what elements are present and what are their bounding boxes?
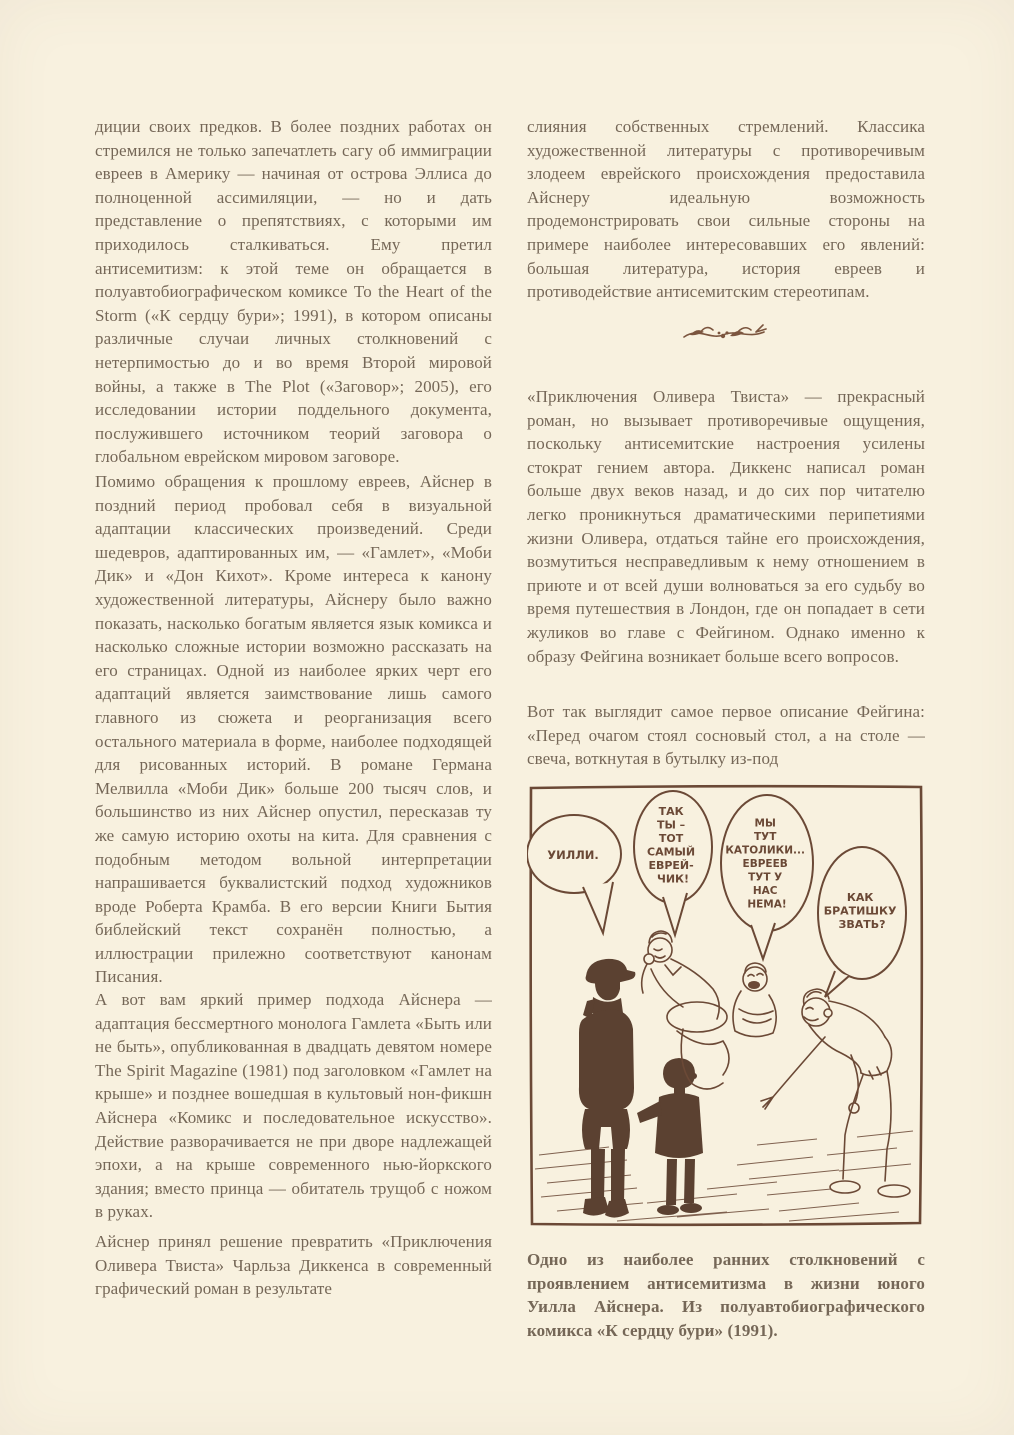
bubble-line: ЕВРЕЙ- xyxy=(648,859,694,872)
body-paragraph: Помимо обращения к прошлому евреев, Айснер в поздний период пробовал себя в визуальной адаптации классических произведений. Среди шедевров, адаптированных им, — «Гамлет», «Моби Дик» и «Дон Кихот». Кроме интереса к канону художественной литературы, Айснеру было важно показать, насколько богатым является язык комикса и насколько сложные истории возможно рассказать на его страницах. Одной из наиболее ярких черт его адаптаций является заимствование лишь самого главного из сюжета и реорганизация всего остального материала в форме, наиболее подходящей для рисованных историй. В романе Германа Мелвилла «Моби Дик» больше 200 тысяч слов, и большинство из них Айснер опустил, пересказав ту же самую историю охоты на кита. Для сравнения с подобным методом вольной интерпретации напрашивается буквалистский подход художников вроде Роберта Крамба. В его версии Книги Бытия библейский текст сохранён полностью, а иллюстрации прилежно соответствуют канонам Писания. xyxy=(95,472,492,987)
bubble-line: ТАК xyxy=(658,805,684,818)
bubble-line: КАК xyxy=(846,891,874,904)
speech-bubble-brother-name xyxy=(818,847,906,997)
bubble-line: ТУТ У xyxy=(748,871,783,884)
bubble-line: ЗВАТЬ? xyxy=(838,918,886,931)
body-paragraph: А вот вам яркий пример подхода Айснера — адаптация бессмертного монолога Гамлета «Быть или не быть», опубликованная в двадцать девятом номере The Spirit Magazine (1981) под заголовком «Гамлет на крыше» и позднее вошедшая в культовый нон-фикшн Айснера «Комикс и последовательное искусство». Действие разворачивается не при дворе надлежащей эпохи, а на крыше современного нью-йоркского здания; вместо принца — обитатель трущоб с ножом в руках. xyxy=(95,990,492,1222)
body-paragraph: диции своих предков. В более поздних работах он стремился не только запечатлеть сагу об иммиграции евреев в Америку — начиная от острова Эллиса до полноценной ассимиляции, — но и дать представление о препятствиях, с которыми им приходилось сталкиваться. Ему претил антисемитизм: к этой теме он обращается в полуавтобиографическом комиксе To the Heart of the Storm («К сердцу бури»; 1991), в котором описаны различные случаи личных столкновений с нетерпимостью до и во время Второй мировой войны, а также в The Plot («Заговор»; 2005), его исследовании истории поддельного документа, послужившего источником теорий заговора о глобальном еврейском мировом заговоре. xyxy=(95,117,492,467)
speech-bubble-willie xyxy=(527,815,621,933)
bubble-line: НАС xyxy=(752,885,778,897)
bubble-line: БРАТИШКУ xyxy=(823,904,897,918)
bubble-line: САМЫЙ xyxy=(647,845,696,859)
bubble-line: МЫ xyxy=(754,817,776,830)
comic-caption: Одно из наиболее ранних столкновений с проявлением антисемитизма в жизни юного Уилла Айснера. Из полуавтобиографического комикса «К сердцу бури» (1991). xyxy=(527,1250,925,1340)
flourish-icon xyxy=(678,320,774,350)
floral-divider-ornament xyxy=(527,320,925,350)
bubble-line: КАТОЛИКИ... xyxy=(725,844,805,857)
comic-panel xyxy=(527,783,925,1228)
body-paragraph: «Приключения Оливера Твиста» — прекрасный роман, но вызывает противоречивые ощущения, поскольку антисемитские настроения усилены стократ гением автора. Диккенс написал роман больше двух веков назад, и до сих пор читателю легко проникнуться драматическими перипетиями жизни Оливера, отдаться тайне его происхождения, возмутиться несправедливым к нему отношением в приюте и от всей души волноваться за его судьбу во время путешествия в Лондон, где он попадает в сети жуликов во главе с Фейгином. Однако именно к образу Фейгина возникает больше всего вопросов. xyxy=(527,387,925,666)
silhouette-small-kid xyxy=(637,1058,703,1215)
body-paragraph: слияния собственных стремлений. Классика художественной литературы с противоречивым злодеем еврейского происхождения предоставила Айснеру идеальную возможность продемонстрировать свои сильные стороны на примере наиболее интересовавших его явлений: большая литература, история евреев и противодействие антисемитским стереотипам. xyxy=(527,117,925,302)
figure-laughing-kid xyxy=(733,963,776,1037)
speech-bubble-jewish-boy xyxy=(634,791,712,935)
svg-text:УИЛЛИ. xyxy=(547,848,599,862)
body-paragraph: Вот так выглядит самое первое описание Фейгина: «Перед очагом стоял сосновый стол, а на столе — свеча, воткнутая в бутылку из-под xyxy=(527,702,925,769)
bubble-line: ЧИК! xyxy=(656,872,690,886)
bubble-line: ЕВРЕЕВ xyxy=(742,858,788,870)
bubble-line: ТУТ xyxy=(753,831,777,843)
bubble-line: ТОТ xyxy=(658,832,684,845)
bubble-line: ТЫ – xyxy=(656,818,686,832)
body-paragraph: Айснер принял решение превратить «Приключения Оливера Твиста» Чарльза Диккенса в современный графический роман в результате xyxy=(95,1232,492,1299)
bubble-line: НЕМА! xyxy=(747,898,787,911)
comic-panel-illustration xyxy=(527,783,925,1228)
speech-bubble-catholics xyxy=(721,795,813,959)
bubble-line: УИЛЛИ. xyxy=(547,848,599,862)
